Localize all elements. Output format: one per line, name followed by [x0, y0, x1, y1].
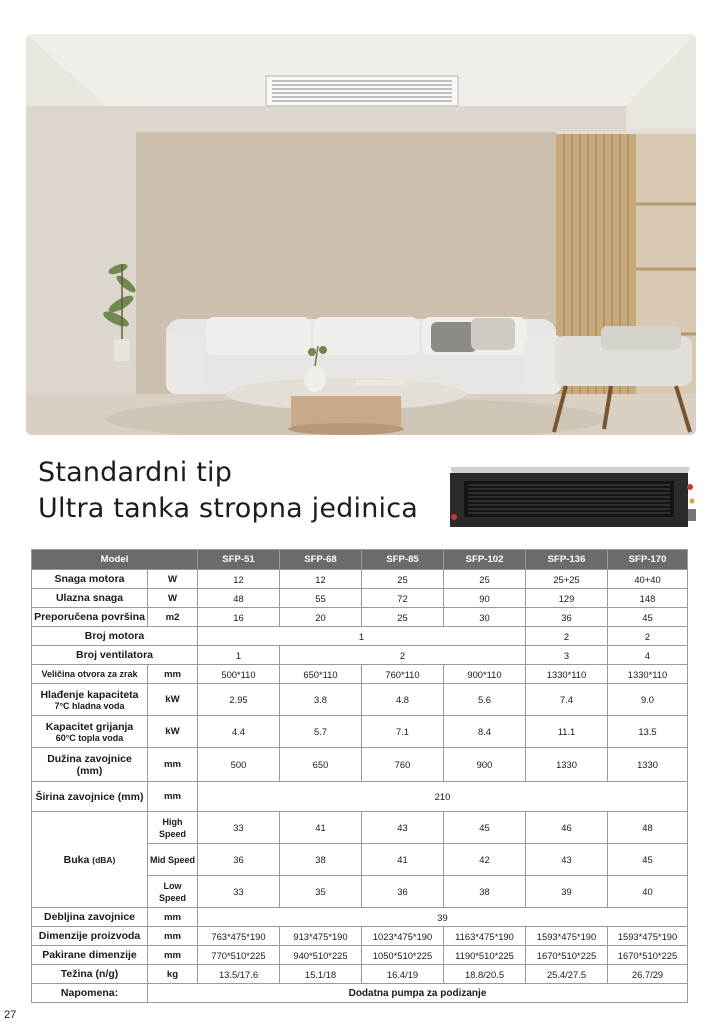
cell: 25: [362, 570, 444, 589]
cell: 16: [198, 608, 280, 627]
header-model-4: SFP-102: [444, 550, 526, 570]
cell: 4: [608, 646, 688, 665]
header-model-1: SFP-51: [198, 550, 280, 570]
cell: 1670*510*225: [608, 946, 688, 965]
page-title: [38, 455, 418, 527]
cell: 39: [526, 876, 608, 908]
cell: 41: [362, 844, 444, 876]
cell: 1330*110: [526, 665, 608, 684]
row-label: Debljina zavojnice: [32, 908, 148, 927]
cell: 500: [198, 748, 280, 782]
row-label: Dimenzije proizvoda: [32, 927, 148, 946]
buka-label: Buka: [63, 853, 90, 866]
cell: 55: [280, 589, 362, 608]
spec-table: [31, 549, 688, 1003]
cell: 500*110: [198, 665, 280, 684]
row-label: Preporučena površina: [32, 608, 148, 627]
cell: 650*110: [280, 665, 362, 684]
table-row: [32, 646, 688, 665]
cell: 2: [526, 627, 608, 646]
row-unit: W: [148, 589, 198, 608]
row-label: Dužina zavojnice (mm): [32, 748, 148, 782]
cell: 900: [444, 748, 526, 782]
row-unit: mm: [148, 927, 198, 946]
buka-unit: (dBA): [92, 854, 116, 865]
cell: 26.7/29: [608, 965, 688, 984]
cell: 42: [444, 844, 526, 876]
cell: 40: [608, 876, 688, 908]
cell: 1330*110: [608, 665, 688, 684]
cell: 45: [444, 812, 526, 844]
cell: 41: [280, 812, 362, 844]
cell: 43: [526, 844, 608, 876]
cell: 4.4: [198, 716, 280, 748]
cell: 43: [362, 812, 444, 844]
row-label-line: 60°C topla voda: [55, 732, 124, 743]
table-row: [32, 927, 688, 946]
cell: 12: [280, 570, 362, 589]
row-label: [32, 716, 148, 748]
cell: 25+25: [526, 570, 608, 589]
table-row: [32, 570, 688, 589]
row-unit: mm: [148, 782, 198, 812]
cell: 129: [526, 589, 608, 608]
cell: 72: [362, 589, 444, 608]
row-unit: m2: [148, 608, 198, 627]
cell: 18.8/20.5: [444, 965, 526, 984]
table-row: [32, 589, 688, 608]
cell: 1330: [608, 748, 688, 782]
cell: 45: [608, 608, 688, 627]
ceiling-unit-image: [440, 457, 700, 533]
row-label: Pakirane dimenzije: [32, 946, 148, 965]
cell: 45: [608, 844, 688, 876]
cell: 940*510*225: [280, 946, 362, 965]
table-row: [32, 716, 688, 748]
cell: 13.5: [608, 716, 688, 748]
row-label: Broj motora: [32, 627, 198, 646]
cell: 7.1: [362, 716, 444, 748]
speed-label: Low Speed: [148, 876, 198, 908]
cell: 20: [280, 608, 362, 627]
cell: 1: [198, 646, 280, 665]
row-label-line: 7°C hladna voda: [54, 700, 125, 711]
row-label-line: Kapacitet grijanja: [45, 720, 134, 733]
cell: 38: [280, 844, 362, 876]
cell: 36: [362, 876, 444, 908]
row-label: Težina (n/g): [32, 965, 148, 984]
cell: 25: [362, 608, 444, 627]
cell: 1050*510*225: [362, 946, 444, 965]
cell: 1593*475*190: [526, 927, 608, 946]
cell: 9.0: [608, 684, 688, 716]
cell: 33: [198, 876, 280, 908]
table-row: [32, 748, 688, 782]
cell: 90: [444, 589, 526, 608]
row-unit: mm: [148, 908, 198, 927]
cell: 650: [280, 748, 362, 782]
table-row: [32, 782, 688, 812]
table-row: [32, 908, 688, 927]
cell: 2: [280, 646, 526, 665]
header-model-5: SFP-136: [526, 550, 608, 570]
cell: 16.4/19: [362, 965, 444, 984]
cell: Dodatna pumpa za podizanje: [148, 984, 688, 1003]
header-model-6: SFP-170: [608, 550, 688, 570]
cell: 48: [608, 812, 688, 844]
cell: 11.1: [526, 716, 608, 748]
table-row: [32, 965, 688, 984]
table-row: [32, 984, 688, 1003]
cell: 1: [198, 627, 526, 646]
cell: 1023*475*190: [362, 927, 444, 946]
table-row: [32, 608, 688, 627]
cell: 13.5/17.6: [198, 965, 280, 984]
cell: 48: [198, 589, 280, 608]
table-header: [32, 550, 688, 570]
cell: 1330: [526, 748, 608, 782]
row-label: [32, 684, 148, 716]
cell: 35: [280, 876, 362, 908]
cell: 25: [444, 570, 526, 589]
cell: 763*475*190: [198, 927, 280, 946]
cell: 4.8: [362, 684, 444, 716]
cell: 33: [198, 812, 280, 844]
row-label: Ulazna snaga: [32, 589, 148, 608]
row-label: Broj ventilatora: [32, 646, 198, 665]
row-unit: mm: [148, 665, 198, 684]
cell: 1190*510*225: [444, 946, 526, 965]
header-model-3: SFP-85: [362, 550, 444, 570]
cell: 3.8: [280, 684, 362, 716]
title-line-1: Standardni tip: [38, 457, 233, 488]
title-line-2: Ultra tanka stropna jedinica: [38, 493, 419, 524]
cell: 12: [198, 570, 280, 589]
cell: 38: [444, 876, 526, 908]
cell: 36: [198, 844, 280, 876]
table-row: [32, 812, 688, 844]
row-label: Napomena:: [32, 984, 148, 1003]
row-label-line: Hlađenje kapaciteta: [40, 688, 139, 701]
cell: 1593*475*190: [608, 927, 688, 946]
row-label-buka: [32, 812, 148, 908]
cell: 148: [608, 589, 688, 608]
cell: 770*510*225: [198, 946, 280, 965]
cell: 2.95: [198, 684, 280, 716]
cell: 900*110: [444, 665, 526, 684]
speed-label: High Speed: [148, 812, 198, 844]
cell: 760: [362, 748, 444, 782]
row-unit: kg: [148, 965, 198, 984]
row-label: Širina zavojnice (mm): [32, 782, 148, 812]
cell: 30: [444, 608, 526, 627]
cell: 36: [526, 608, 608, 627]
cell: 5.6: [444, 684, 526, 716]
table-row: [32, 684, 688, 716]
cell: 913*475*190: [280, 927, 362, 946]
cell: 3: [526, 646, 608, 665]
table-row: [32, 665, 688, 684]
cell: 8.4: [444, 716, 526, 748]
cell: 1670*510*225: [526, 946, 608, 965]
cell: 210: [198, 782, 688, 812]
cell: 40+40: [608, 570, 688, 589]
row-label: Veličina otvora za zrak: [32, 665, 148, 684]
cell: 15.1/18: [280, 965, 362, 984]
table-row: [32, 627, 688, 646]
row-unit: W: [148, 570, 198, 589]
table-row: [32, 946, 688, 965]
cell: 39: [198, 908, 688, 927]
cell: 2: [608, 627, 688, 646]
row-unit: kW: [148, 716, 198, 748]
cell: 5.7: [280, 716, 362, 748]
cell: 46: [526, 812, 608, 844]
cell: 1163*475*190: [444, 927, 526, 946]
cell: 25.4/27.5: [526, 965, 608, 984]
room-photo: [26, 34, 696, 435]
header-model: Model: [32, 550, 198, 570]
row-label: Snaga motora: [32, 570, 148, 589]
row-unit: kW: [148, 684, 198, 716]
cell: 7.4: [526, 684, 608, 716]
page-number: 27: [4, 1009, 17, 1021]
speed-label: Mid Speed: [148, 844, 198, 876]
row-unit: mm: [148, 946, 198, 965]
row-unit: mm: [148, 748, 198, 782]
cell: 760*110: [362, 665, 444, 684]
header-model-2: SFP-68: [280, 550, 362, 570]
